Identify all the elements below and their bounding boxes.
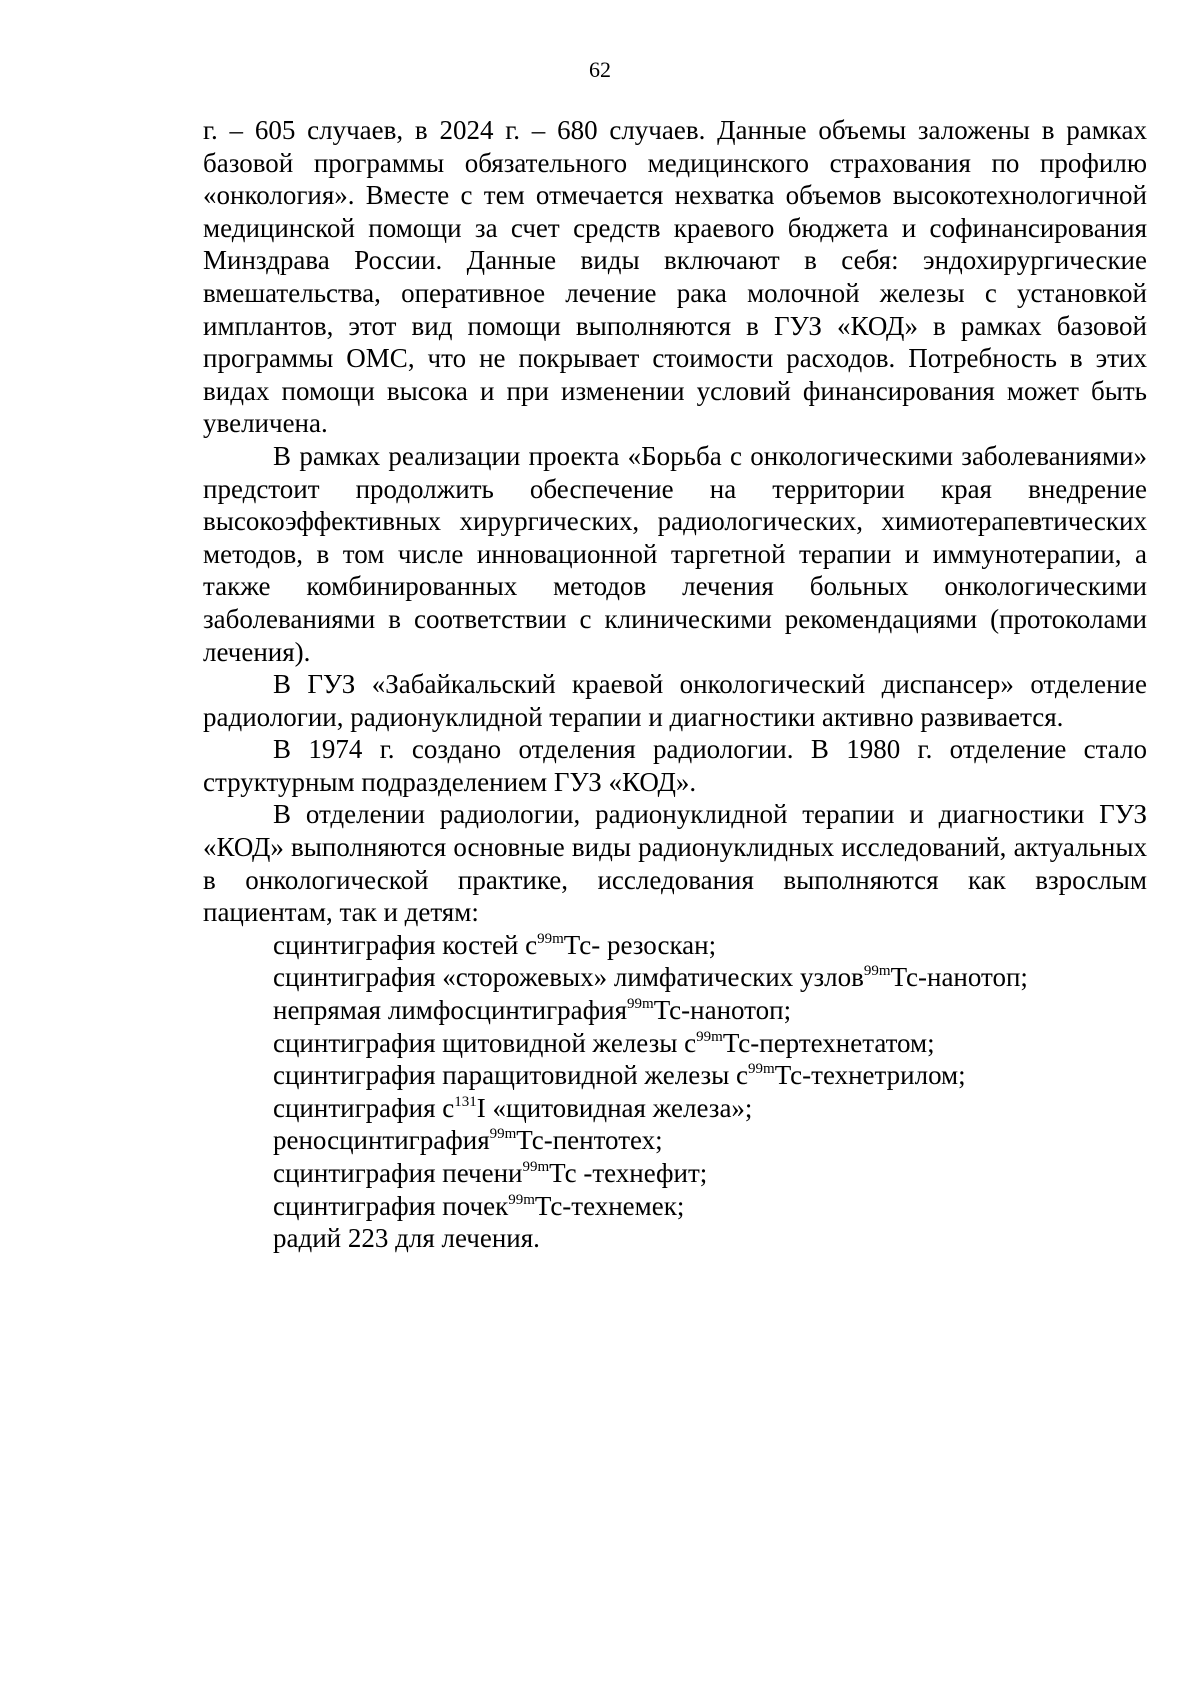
list-item: сцинтиграфия $с^{131}I$ «щитовидная железа»; bbox=[273, 1092, 753, 1123]
list-item: сцинтиграфия печени$^{99m}$Тс -технефит; bbox=[273, 1158, 708, 1188]
list-item: сцинтиграфия «сторожевых» лимфатических узлов$^{99m}$Тс-нанотоп; bbox=[273, 962, 1028, 993]
list-item: сцинтиграфия паращитовидной железы $с^{99m}Тс$-технетрилом; bbox=[273, 1060, 966, 1091]
list-item: непрямая лимфосцинтиграфия$^{99m}$Тс-нанотоп; bbox=[273, 995, 792, 1026]
paragraph-radiology-department: В ГУЗ «Забайкальский краевой онкологический диспансер» отделение радиологии, радионуклидной терапии и диагностики активно развивается. bbox=[203, 669, 1147, 732]
research-list bbox=[203, 929, 1147, 1255]
list-item: радий 223 для лечения. bbox=[273, 1223, 540, 1254]
paragraph-oncology-project: В рамках реализации проекта «Борьба с онкологическими заболеваниями» предстоит продолжить обеспечение на территории края внедрение высокоэффективных хирургических, радиологических, химиотерапевтических методов, в том числе инновационной таргетной терапии и иммунотерапии, а также комбинированных методов лечения больных онкологическими заболеваниями в соответствии с клиническими рекомендациями (протоколами лечения). bbox=[203, 440, 1147, 667]
list-item: сцинтиграфия щитовидной железы $с^{99m}Тс$-пертехнетатом; bbox=[273, 1027, 935, 1058]
list-item: реносцинтиграфия$^{99m}$Тс-пентотех; bbox=[273, 1125, 663, 1156]
paragraph-funding: г. – 605 случаев, в 2024 г. – 680 случаев. Данные объемы заложены в рамках базовой программы обязательного медицинского страхования по профилю «онкология». Вместе с тем отмечается нехватка объемов высокотехнологичной медицинской помощи за счет средств краевого бюджета и софинансирования Минздрава России. Данные виды включают в себя: эндохирургические вмешательства, оперативное лечение рака молочной железы с установкой имплантов, этот вид помощи выполняются в ГУЗ «КОД» в рамках базовой программы ОМС, что не покрывает стоимости расходов. Потребность в этих видах помощи высока и при изменении условий финансирования может быть увеличена. bbox=[203, 115, 1147, 439]
page-number: 62 bbox=[589, 57, 611, 82]
list-item: сцинтиграфия костей $с^{99m}Тс-$ резоскан; bbox=[273, 929, 717, 960]
paragraph-history: В 1974 г. создано отделения радиологии. В 1980 г. отделение стало структурным подразделением ГУЗ «КОД». bbox=[203, 734, 1147, 797]
paragraph-research-types: В отделении радиологии, радионуклидной терапии и диагностики ГУЗ «КОД» выполняются основные виды радионуклидных исследований, актуальных в онкологической практике, исследования выполняются как взрослым пациентам, так и детям: bbox=[203, 799, 1147, 928]
list-item: сцинтиграфия почек$^{99m}$Тс-технемек; bbox=[273, 1190, 685, 1221]
document-body bbox=[203, 114, 1147, 1255]
